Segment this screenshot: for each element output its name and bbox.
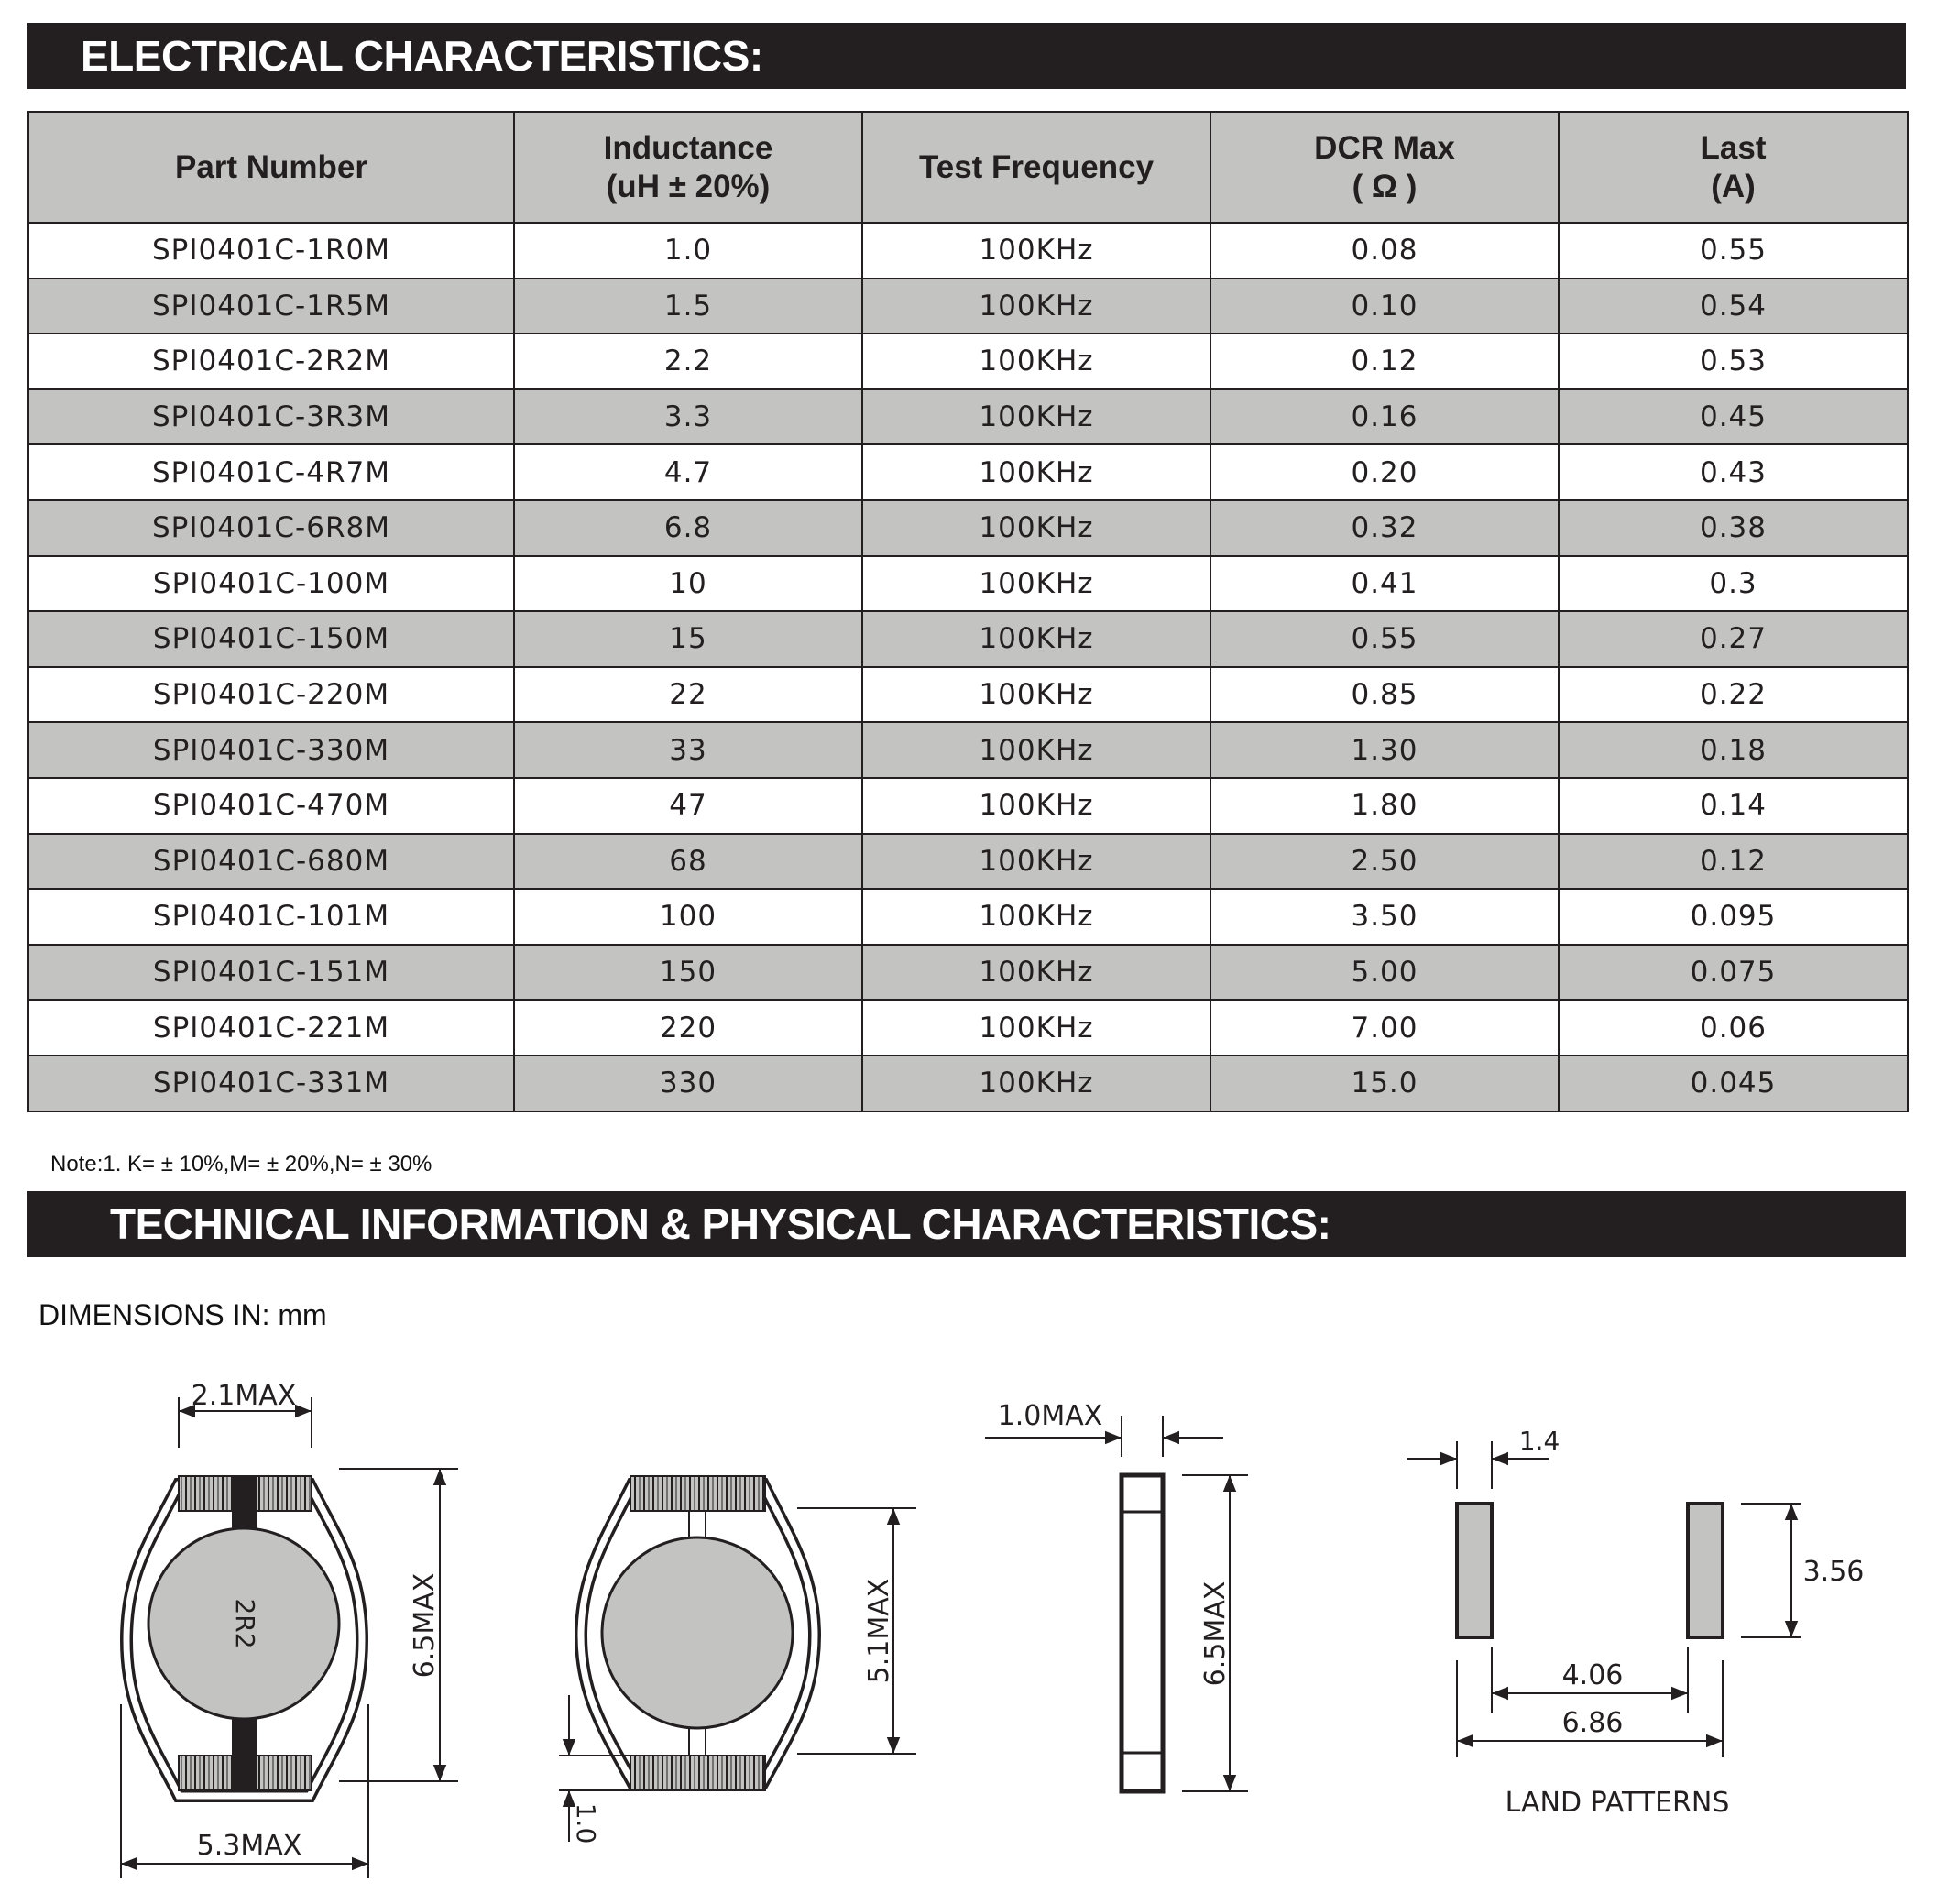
dimension-drawings bbox=[0, 1356, 1938, 1904]
cell-inductance: 22 bbox=[514, 667, 862, 723]
cell-dcr-max: 1.80 bbox=[1210, 778, 1559, 834]
cell-part-number: SPI0401C-4R7M bbox=[28, 444, 514, 500]
dim-body-width-5-3max: 5.3MAX bbox=[196, 1830, 302, 1862]
cell-test-frequency: 100KHz bbox=[862, 667, 1210, 723]
cell-test-frequency: 100KHz bbox=[862, 500, 1210, 556]
dim-pad-width-1-4: 1.4 bbox=[1518, 1426, 1560, 1456]
cell-inductance: 4.7 bbox=[514, 444, 862, 500]
cell-dcr-max: 0.32 bbox=[1210, 500, 1559, 556]
col-part-number: Part Number bbox=[28, 112, 514, 223]
cell-dcr-max: 0.08 bbox=[1210, 223, 1559, 279]
cell-part-number: SPI0401C-101M bbox=[28, 889, 514, 945]
cell-last: 0.53 bbox=[1559, 334, 1908, 389]
cell-last: 0.045 bbox=[1559, 1056, 1908, 1111]
cell-inductance: 33 bbox=[514, 722, 862, 778]
col-last: Last (A) bbox=[1559, 112, 1908, 223]
cell-test-frequency: 100KHz bbox=[862, 444, 1210, 500]
table-row bbox=[28, 1056, 1908, 1111]
cell-test-frequency: 100KHz bbox=[862, 389, 1210, 445]
cell-dcr-max: 1.30 bbox=[1210, 722, 1559, 778]
dim-pad-span-6-86: 6.86 bbox=[1561, 1707, 1624, 1739]
cell-test-frequency: 100KHz bbox=[862, 945, 1210, 1001]
table-row bbox=[28, 500, 1908, 556]
cell-last: 0.18 bbox=[1559, 722, 1908, 778]
cell-last: 0.54 bbox=[1559, 279, 1908, 334]
cell-inductance: 150 bbox=[514, 945, 862, 1001]
cell-test-frequency: 100KHz bbox=[862, 1000, 1210, 1056]
cell-test-frequency: 100KHz bbox=[862, 556, 1210, 612]
cell-inductance: 1.5 bbox=[514, 279, 862, 334]
table-row bbox=[28, 279, 1908, 334]
cell-part-number: SPI0401C-1R5M bbox=[28, 279, 514, 334]
cell-dcr-max: 0.20 bbox=[1210, 444, 1559, 500]
cell-part-number: SPI0401C-150M bbox=[28, 611, 514, 667]
cell-last: 0.075 bbox=[1559, 945, 1908, 1001]
dim-pad-height-3-56: 3.56 bbox=[1802, 1556, 1865, 1588]
cell-dcr-max: 2.50 bbox=[1210, 834, 1559, 890]
cell-dcr-max: 15.0 bbox=[1210, 1056, 1559, 1111]
table-row bbox=[28, 611, 1908, 667]
cell-inductance: 3.3 bbox=[514, 389, 862, 445]
table-row bbox=[28, 778, 1908, 834]
cell-inductance: 47 bbox=[514, 778, 862, 834]
cell-test-frequency: 100KHz bbox=[862, 279, 1210, 334]
electrical-characteristics-table bbox=[27, 111, 1909, 1112]
cell-part-number: SPI0401C-2R2M bbox=[28, 334, 514, 389]
cell-part-number: SPI0401C-6R8M bbox=[28, 500, 514, 556]
part-marking-2r2: 2R2 bbox=[230, 1598, 260, 1649]
cell-last: 0.22 bbox=[1559, 667, 1908, 723]
cell-inductance: 2.2 bbox=[514, 334, 862, 389]
cell-last: 0.095 bbox=[1559, 889, 1908, 945]
cell-test-frequency: 100KHz bbox=[862, 889, 1210, 945]
cell-dcr-max: 7.00 bbox=[1210, 1000, 1559, 1056]
cell-dcr-max: 0.55 bbox=[1210, 611, 1559, 667]
cell-inductance: 10 bbox=[514, 556, 862, 612]
tolerance-note: Note:1. K= ± 10%,M= ± 20%,N= ± 30% bbox=[50, 1152, 432, 1176]
cell-last: 0.45 bbox=[1559, 389, 1908, 445]
cell-last: 0.12 bbox=[1559, 834, 1908, 890]
cell-part-number: SPI0401C-221M bbox=[28, 1000, 514, 1056]
dim-width-2-1max: 2.1MAX bbox=[191, 1380, 297, 1412]
cell-test-frequency: 100KHz bbox=[862, 778, 1210, 834]
dim-side-height-6-5max: 6.5MAX bbox=[1199, 1581, 1232, 1687]
table-row bbox=[28, 667, 1908, 723]
dim-height-6-5max: 6.5MAX bbox=[409, 1572, 441, 1679]
table-row bbox=[28, 556, 1908, 612]
table-row bbox=[28, 722, 1908, 778]
cell-inductance: 6.8 bbox=[514, 500, 862, 556]
cell-dcr-max: 0.41 bbox=[1210, 556, 1559, 612]
table-header-row bbox=[28, 112, 1908, 223]
cell-dcr-max: 0.12 bbox=[1210, 334, 1559, 389]
table-row bbox=[28, 1000, 1908, 1056]
col-inductance: Inductance (uH ± 20%) bbox=[514, 112, 862, 223]
table-row bbox=[28, 889, 1908, 945]
cell-last: 0.43 bbox=[1559, 444, 1908, 500]
cell-dcr-max: 5.00 bbox=[1210, 945, 1559, 1001]
cell-test-frequency: 100KHz bbox=[862, 223, 1210, 279]
cell-test-frequency: 100KHz bbox=[862, 722, 1210, 778]
cell-last: 0.27 bbox=[1559, 611, 1908, 667]
cell-test-frequency: 100KHz bbox=[862, 611, 1210, 667]
cell-part-number: SPI0401C-220M bbox=[28, 667, 514, 723]
cell-part-number: SPI0401C-100M bbox=[28, 556, 514, 612]
table-row bbox=[28, 945, 1908, 1001]
electrical-characteristics-header: ELECTRICAL CHARACTERISTICS: bbox=[27, 23, 1906, 89]
cell-part-number: SPI0401C-151M bbox=[28, 945, 514, 1001]
cell-inductance: 330 bbox=[514, 1056, 862, 1111]
cell-part-number: SPI0401C-470M bbox=[28, 778, 514, 834]
cell-test-frequency: 100KHz bbox=[862, 1056, 1210, 1111]
table-row bbox=[28, 444, 1908, 500]
cell-inductance: 68 bbox=[514, 834, 862, 890]
cell-dcr-max: 3.50 bbox=[1210, 889, 1559, 945]
cell-last: 0.38 bbox=[1559, 500, 1908, 556]
land-patterns-label: LAND PATTERNS bbox=[1505, 1787, 1730, 1819]
cell-part-number: SPI0401C-330M bbox=[28, 722, 514, 778]
table-row bbox=[28, 389, 1908, 445]
cell-inductance: 100 bbox=[514, 889, 862, 945]
cell-last: 0.55 bbox=[1559, 223, 1908, 279]
cell-inductance: 15 bbox=[514, 611, 862, 667]
dimensions-unit-label: DIMENSIONS IN: mm bbox=[38, 1298, 327, 1331]
table-row bbox=[28, 834, 1908, 890]
cell-part-number: SPI0401C-3R3M bbox=[28, 389, 514, 445]
cell-inductance: 1.0 bbox=[514, 223, 862, 279]
table-row bbox=[28, 223, 1908, 279]
cell-part-number: SPI0401C-1R0M bbox=[28, 223, 514, 279]
cell-last: 0.06 bbox=[1559, 1000, 1908, 1056]
cell-part-number: SPI0401C-680M bbox=[28, 834, 514, 890]
top-view-drawing bbox=[121, 1397, 458, 1878]
dim-terminal-1-0: 1.0 bbox=[571, 1802, 601, 1844]
dim-pad-gap-4-06: 4.06 bbox=[1561, 1659, 1624, 1691]
cell-last: 0.3 bbox=[1559, 556, 1908, 612]
cell-test-frequency: 100KHz bbox=[862, 334, 1210, 389]
cell-dcr-max: 0.16 bbox=[1210, 389, 1559, 445]
cell-last: 0.14 bbox=[1559, 778, 1908, 834]
cell-dcr-max: 0.85 bbox=[1210, 667, 1559, 723]
col-test-frequency: Test Frequency bbox=[862, 112, 1210, 223]
cell-inductance: 220 bbox=[514, 1000, 862, 1056]
table-row bbox=[28, 334, 1908, 389]
cell-test-frequency: 100KHz bbox=[862, 834, 1210, 890]
dim-thickness-1-0max: 1.0MAX bbox=[997, 1400, 1103, 1432]
technical-information-header: TECHNICAL INFORMATION & PHYSICAL CHARACTERISTICS: bbox=[27, 1191, 1906, 1257]
col-dcr-max: DCR Max ( Ω ) bbox=[1210, 112, 1559, 223]
dim-core-height-5-1max: 5.1MAX bbox=[863, 1578, 895, 1684]
cell-part-number: SPI0401C-331M bbox=[28, 1056, 514, 1111]
cell-dcr-max: 0.10 bbox=[1210, 279, 1559, 334]
